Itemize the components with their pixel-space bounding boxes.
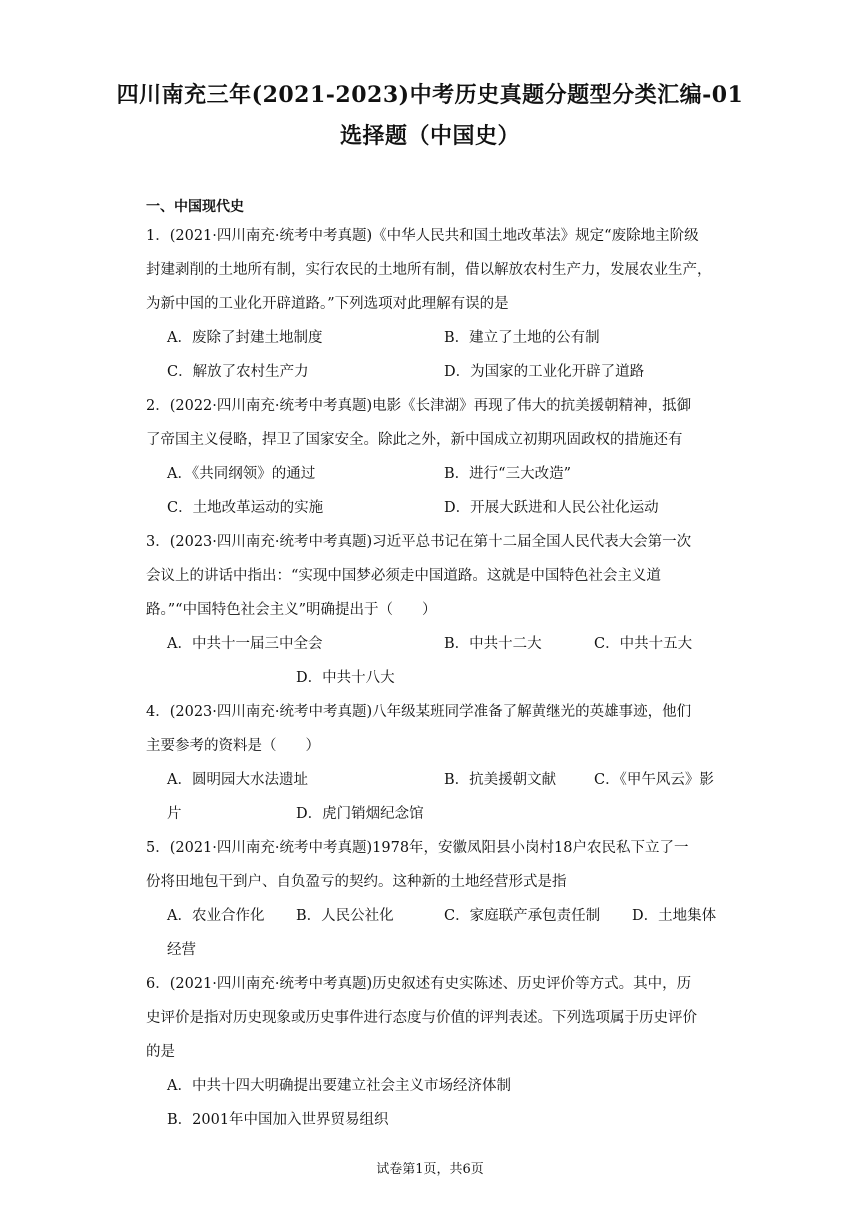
option-a: A．中共十四大明确提出要建立社会主义市场经济体制 (167, 1078, 511, 1094)
option-a: A．废除了封建土地制度 (167, 330, 323, 346)
question-text-line: 1．(2021·四川南充·统考中考真题)《中华人民共和国土地改革法》规定“废除地主阶级 (146, 228, 699, 244)
question-text-line: 主要参考的资料是（ ） (146, 738, 320, 754)
option-b: B．抗美援朝文献 (444, 772, 557, 788)
question-text-line: 为新中国的工业化开辟道路。”下列选项对此理解有误的是 (146, 296, 509, 312)
option-b: B．人民公社化 (296, 908, 394, 924)
page-title-line1: 四川南充三年(2021-2023)中考历史真题分题型分类汇编-01 (116, 82, 744, 108)
option-c: C．土地改革运动的实施 (167, 500, 324, 516)
option-d-wrap: 经营 (167, 942, 196, 958)
option-a: A．中共十一届三中全会 (167, 636, 323, 652)
page-footer: 试卷第1页，共6页 (376, 1162, 484, 1177)
option-d: D．开展大跃进和人民公社化运动 (444, 500, 659, 516)
question-text-line: 了帝国主义侵略，捍卫了国家安全。除此之外，新中国成立初期巩固政权的措施还有 (146, 432, 683, 448)
question-text-line: 史评价是指对历史现象或历史事件进行态度与价值的评判表述。下列选项属于历史评价 (146, 1010, 697, 1026)
option-d: D．为国家的工业化开辟了道路 (444, 364, 645, 380)
option-b: B．进行“三大改造” (444, 466, 571, 482)
option-a: A．《共同纲领》的通过 (167, 466, 316, 482)
option-a: A．农业合作化 (167, 908, 265, 924)
question-text-line: 份将田地包干到户、自负盈亏的契约。这种新的土地经营形式是指 (146, 874, 567, 890)
question-text-line: 的是 (146, 1044, 175, 1060)
option-d: D．土地集体 (632, 908, 717, 924)
question-text-line: 封建剥削的土地所有制，实行农民的土地所有制，借以解放农村生产力，发展农业生产， (146, 262, 712, 278)
option-c: C．家庭联产承包责任制 (444, 908, 601, 924)
option-b: B．中共十二大 (444, 636, 542, 652)
option-a: A．圆明园大水法遗址 (167, 772, 308, 788)
option-c-wrap: 片 (167, 806, 182, 822)
option-b: B．2001年中国加入世界贸易组织 (167, 1112, 389, 1128)
question-text-line: 4．(2023·四川南充·统考中考真题)八年级某班同学准备了解黄继光的英雄事迹，他们 (146, 704, 692, 720)
question-text-line: 3．(2023·四川南充·统考中考真题)习近平总书记在第十二届全国人民代表大会第一次 (146, 534, 692, 550)
question-text-line: 5．(2021·四川南充·统考中考真题)1978年，安徽凤阳县小岗村18户农民私下立了一 (146, 840, 689, 856)
option-d: D．中共十八大 (296, 670, 395, 686)
option-c: C．《甲午风云》影 (594, 772, 714, 788)
question-text-line: 路。”“中国特色社会主义”明确提出于（ ） (146, 602, 437, 618)
page-title-line2: 选择题（中国史） (339, 123, 520, 149)
question-text-line: 2．(2022·四川南充·统考中考真题)电影《长津湖》再现了伟大的抗美援朝精神，抵御 (146, 398, 692, 414)
question-text-line: 会议上的讲话中指出：“实现中国梦必须走中国道路。这就是中国特色社会主义道 (146, 568, 661, 584)
option-c: C．解放了农村生产力 (167, 364, 309, 380)
question-text-line: 6．(2021·四川南充·统考中考真题)历史叙述有史实陈述、历史评价等方式。其中，历 (146, 976, 692, 992)
option-b: B．建立了土地的公有制 (444, 330, 600, 346)
option-d: D．虎门销烟纪念馆 (296, 806, 424, 822)
option-c: C．中共十五大 (594, 636, 693, 652)
section-heading: 一、中国现代史 (146, 199, 244, 215)
